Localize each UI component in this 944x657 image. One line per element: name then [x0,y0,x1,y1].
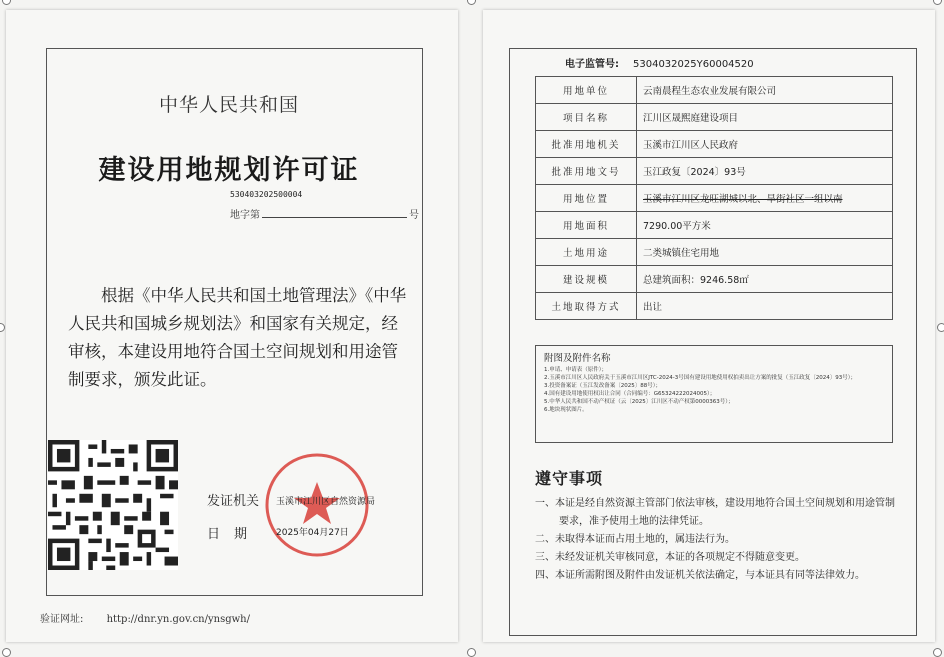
row-value: 玉溪市江川区龙旺湖城以北、旱街社区一组以南 [637,185,893,212]
list-item: 4.国有建设用地使用权出让合同（合同编号：G65324222024005）； [544,391,716,397]
table-row [536,212,893,239]
e-monitor-value: 5304032025Y60004520 [633,59,754,70]
cert-suffix: 号 [409,210,419,221]
table-row [536,104,893,131]
selection-handle[interactable] [2,648,11,657]
attachments-title: 附图及附件名称 [544,353,611,364]
certificate-body-text: 根据《中华人民共和国土地管理法》《中华人民共和国城乡规划法》和国家有关规定，经审核，本建设用地符合国土空间规划和用途管制要求，颁发此证。 [68,286,407,389]
table-row [536,158,893,185]
list-item: 5.中华人民共和国不动产权证（云〔2025〕江川区不动产权第0000363号）； [544,399,734,405]
land-info-table [535,76,893,320]
selection-handle[interactable] [2,0,11,5]
row-value: 云南晨程生态农业发展有限公司 [637,77,893,104]
list-item: 1.申请、申请表（原件）； [544,367,607,373]
rule-item: 四、本证所需附图及附件由发证机关依法确定，与本证具有同等法律效力。 [535,570,865,581]
row-value: 玉江政复〔2024〕93号 [637,158,893,185]
rules-list [535,495,900,585]
row-key: 用地位置 [536,185,637,212]
selection-handle[interactable] [467,648,476,657]
table-row [536,131,893,158]
e-monitor-number [565,55,754,70]
selection-handle[interactable] [467,0,476,5]
row-key: 批准用地机关 [536,131,637,158]
table-row [536,239,893,266]
date-value: 2025年04月27日 [276,528,349,538]
verify-url-line [40,610,250,625]
row-key: 项目名称 [536,104,637,131]
list-item: 2.玉溪市江川区人民政府关于玉溪市江川区JTC-2024-3号国有建设用地使用权拍卖出让方案的批复（玉江政复〔2024〕93号）； [544,375,856,381]
selection-handle[interactable] [937,323,944,332]
row-key: 批准用地文号 [536,158,637,185]
table-row [536,293,893,320]
row-value: 玉溪市江川区人民政府 [637,131,893,158]
date-label: 日期 [207,527,262,542]
rule-item: 一、本证是经自然资源主管部门依法审核，建设用地符合国土空间规划和用途管制要求，准予使用土地的法律凭证。 [535,498,895,527]
rules-title: 遵守事项 [535,469,604,488]
rule-item: 二、未取得本证而占用土地的，属违法行为。 [535,534,735,545]
row-value: 7290.00平方米 [637,212,893,239]
row-key: 土地用途 [536,239,637,266]
list-item: 6.地块现状图片。 [544,407,588,413]
row-key: 用地单位 [536,77,637,104]
verify-label: 验证网址: [40,614,84,625]
table-row [536,266,893,293]
certificate-number: 530403202500004 [230,190,303,199]
certificate-title: 建设用地规划许可证 [98,155,360,186]
e-monitor-label: 电子监管号: [565,59,619,70]
row-key: 用地面积 [536,212,637,239]
qr-code-icon [48,440,178,570]
row-key: 土地取得方式 [536,293,637,320]
row-key: 建设规模 [536,266,637,293]
row-value: 江川区晟熙庭建设项目 [637,104,893,131]
selection-handle[interactable] [933,648,942,657]
row-value: 出让 [637,293,893,320]
cert-prefix: 地字第 [230,210,260,221]
country-title: 中华人民共和国 [158,94,299,116]
verify-url[interactable]: http://dnr.yn.gov.cn/ynsgwh/ [106,614,250,625]
row-value: 总建筑面积：9246.58㎡ [637,266,893,293]
issuer-value: 玉溪市江川区自然资源局 [276,497,376,507]
list-item: 3.投资备案证（玉江发改备案〔2025〕88号）； [544,383,661,389]
attachments-box [535,345,893,443]
certificate-number-line [230,206,419,221]
selection-handle[interactable] [933,0,942,5]
row-value: 二类城镇住宅用地 [637,239,893,266]
table-row [536,77,893,104]
selection-handle[interactable] [0,323,5,332]
rule-item: 三、未经发证机关审核同意，本证的各项规定不得随意变更。 [535,552,805,563]
table-row [536,185,893,212]
issuer-label: 发证机关 [207,494,260,509]
